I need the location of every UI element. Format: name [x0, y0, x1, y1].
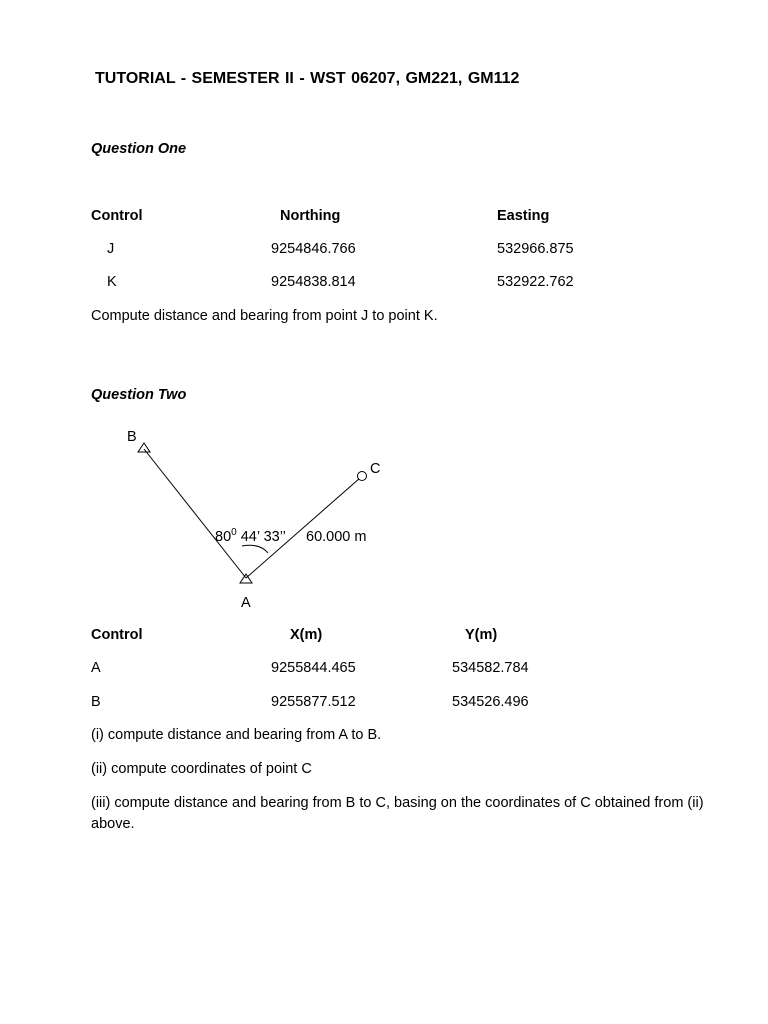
triangle-icon-a — [240, 574, 252, 583]
line-a-b — [144, 449, 246, 578]
question-two-heading: Question Two — [91, 387, 187, 403]
q1-row-j-northing: 9254846.766 — [271, 241, 356, 257]
q2-row-b-y: 534526.496 — [452, 694, 529, 710]
q2-row-a-control: A — [91, 660, 101, 676]
angle-arc — [242, 545, 268, 553]
q2-header-control: Control — [91, 627, 143, 643]
q1-header-easting: Easting — [497, 208, 550, 224]
q1-header-northing: Northing — [280, 208, 341, 224]
q2-row-a-x: 9255844.465 — [271, 660, 356, 676]
label-c: C — [370, 461, 381, 477]
q1-row-j-easting: 532966.875 — [497, 241, 574, 257]
q2-header-y: Y(m) — [465, 627, 498, 643]
q1-row-k-control: K — [107, 274, 117, 290]
q2-header-x: X(m) — [290, 627, 323, 643]
q1-instruction: Compute distance and bearing from point J to point K. — [91, 308, 438, 324]
distance-label: 60.000 m — [306, 529, 367, 545]
line-a-c — [246, 478, 360, 578]
angle-label: $80^0$ 44’ 33’’ — [215, 527, 286, 545]
label-a: A — [241, 595, 251, 611]
q2-row-a-y: 534582.784 — [452, 660, 529, 676]
q2-task-ii: (ii) compute coordinates of point C — [91, 761, 312, 777]
q2-row-b-x: 9255877.512 — [271, 694, 356, 710]
q2-task-i: (i) compute distance and bearing from A to B. — [91, 727, 382, 743]
label-b: B — [127, 429, 137, 445]
q2-task-iii: (iii) compute distance and bearing from B to C, basing on the coordinates of C obtained from (ii) above. — [91, 795, 704, 832]
triangle-icon-b — [138, 443, 150, 452]
q1-row-k-easting: 532922.762 — [497, 274, 574, 290]
q2-row-b-control: B — [91, 694, 101, 710]
q1-row-j-control: J — [107, 241, 115, 257]
q1-row-k-northing: 9254838.814 — [271, 274, 356, 290]
q1-header-control: Control — [91, 208, 143, 224]
question-one-heading: Question One — [91, 141, 187, 157]
page-title: TUTORIAL - SEMESTER II - WST 06207, GM221, GM112 — [95, 70, 520, 87]
circle-icon-c — [358, 472, 367, 481]
